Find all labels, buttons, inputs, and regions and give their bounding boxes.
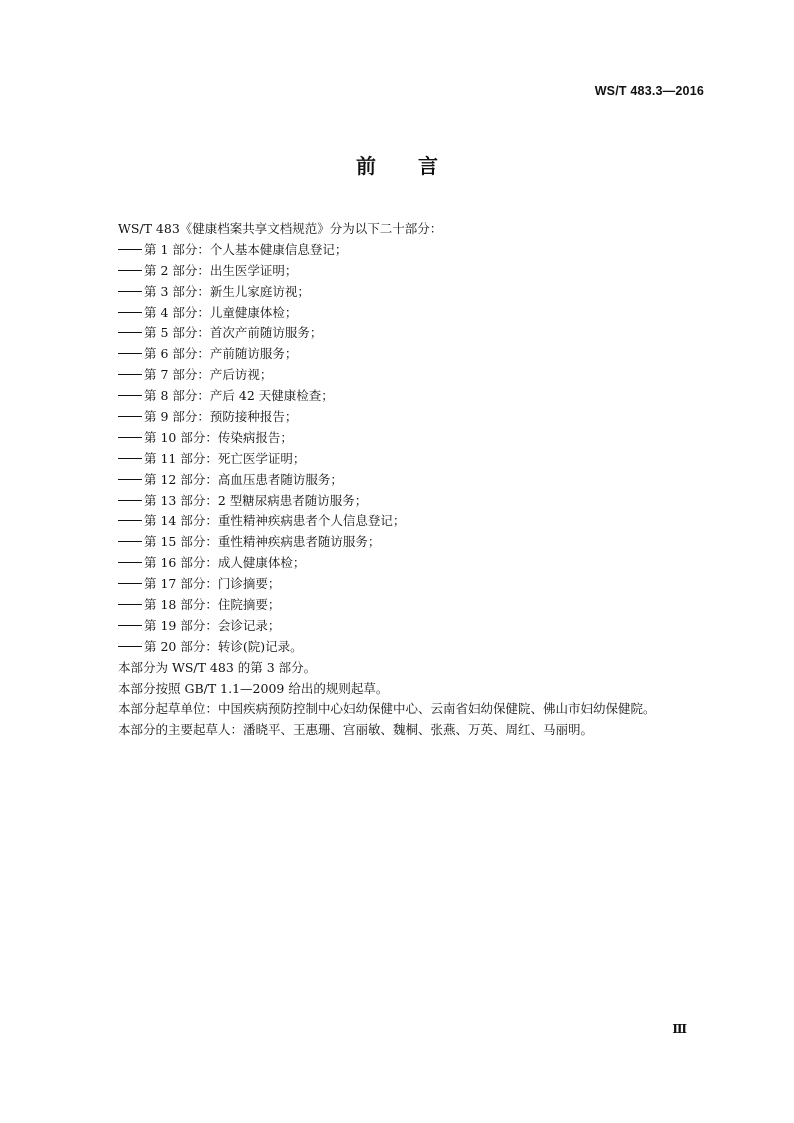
part-label: 第 20 部分：转诊(院)记录。: [144, 638, 303, 654]
part-label: 第 12 部分：高血压患者随访服务；: [144, 471, 343, 487]
part-item: [118, 344, 718, 365]
part-label: 第 5 部分：首次产前随访服务；: [144, 325, 323, 341]
em-dash-mark: [118, 312, 142, 313]
part-label: 第 2 部分：出生医学证明；: [144, 262, 298, 278]
part-label: 第 6 部分：产前随访服务；: [144, 346, 298, 362]
part-label: 第 9 部分：预防接种报告；: [144, 409, 298, 425]
em-dash-mark: [118, 479, 142, 480]
part-label: 第 14 部分：重性精神疾病患者个人信息登记；: [144, 513, 406, 529]
part-label: 第 11 部分：死亡医学证明；: [144, 450, 306, 466]
em-dash-mark: [118, 291, 142, 292]
em-dash-mark: [118, 353, 142, 354]
part-label: 第 3 部分：新生儿家庭访视；: [144, 283, 310, 299]
part-label: 第 8 部分：产后 42 天健康检查；: [144, 388, 334, 404]
page-title: 前言: [356, 154, 480, 178]
part-item: [118, 449, 718, 470]
em-dash-mark: [118, 541, 142, 542]
part-item: [118, 428, 718, 449]
page-number: Ⅲ: [672, 1022, 687, 1036]
em-dash-mark: [118, 500, 142, 501]
intro-text: WS/T 483《健康档案共享文档规范》分为以下二十部分：: [118, 221, 443, 236]
em-dash-mark: [118, 562, 142, 563]
em-dash-mark: [118, 458, 142, 459]
part-label: 第 16 部分：成人健康体检；: [144, 555, 306, 571]
note-line: 本部分起草单位：中国疾病预防控制中心妇幼保健中心、云南省妇幼保健院、佛山市妇幼保健院。: [118, 701, 656, 717]
part-item: [118, 407, 718, 428]
part-label: 第 19 部分：会诊记录；: [144, 617, 281, 633]
note-line: 本部分的主要起草人：潘晓平、王惠珊、宫丽敏、魏桐、张燕、万英、周红、马丽明。: [118, 722, 594, 738]
part-item: [118, 595, 718, 616]
part-item: [118, 303, 718, 324]
note-line: 本部分为 WS/T 483 的第 3 部分。: [118, 659, 317, 675]
em-dash-mark: [118, 604, 142, 605]
part-label: 第 1 部分：个人基本健康信息登记；: [144, 241, 348, 257]
part-label: 第 15 部分：重性精神疾病患者随访服务；: [144, 534, 381, 550]
em-dash-mark: [118, 583, 142, 584]
part-item: [118, 240, 718, 261]
part-label: 第 17 部分：门诊摘要；: [144, 576, 281, 592]
standard-code: WS/T 483.3—2016: [594, 84, 704, 98]
part-item: [118, 574, 718, 595]
part-item: [118, 386, 718, 407]
part-item: [118, 616, 718, 637]
part-item: [118, 261, 718, 282]
part-item: [118, 470, 718, 491]
part-label: 第 7 部分：产后访视；: [144, 367, 273, 383]
notes-list: [118, 658, 718, 742]
preface-body: [118, 219, 718, 741]
part-label: 第 10 部分：传染病报告；: [144, 429, 293, 445]
em-dash-mark: [118, 646, 142, 647]
part-item: [118, 532, 718, 553]
part-label: 第 13 部分：2 型糖尿病患者随访服务；: [144, 492, 368, 508]
part-item: [118, 637, 718, 658]
part-label: 第 18 部分：住院摘要；: [144, 597, 281, 613]
em-dash-mark: [118, 332, 142, 333]
em-dash-mark: [118, 395, 142, 396]
part-item: [118, 282, 718, 303]
note-line: 本部分按照 GB/T 1.1—2009 给出的规则起草。: [118, 680, 389, 696]
parts-list: [118, 240, 718, 658]
part-item: [118, 491, 718, 512]
em-dash-mark: [118, 437, 142, 438]
em-dash-mark: [118, 520, 142, 521]
em-dash-mark: [118, 416, 142, 417]
em-dash-mark: [118, 270, 142, 271]
em-dash-mark: [118, 374, 142, 375]
part-item: [118, 365, 718, 386]
em-dash-mark: [118, 625, 142, 626]
part-item: [118, 511, 718, 532]
part-item: [118, 553, 718, 574]
part-label: 第 4 部分：儿童健康体检；: [144, 304, 298, 320]
part-item: [118, 323, 718, 344]
em-dash-mark: [118, 249, 142, 250]
